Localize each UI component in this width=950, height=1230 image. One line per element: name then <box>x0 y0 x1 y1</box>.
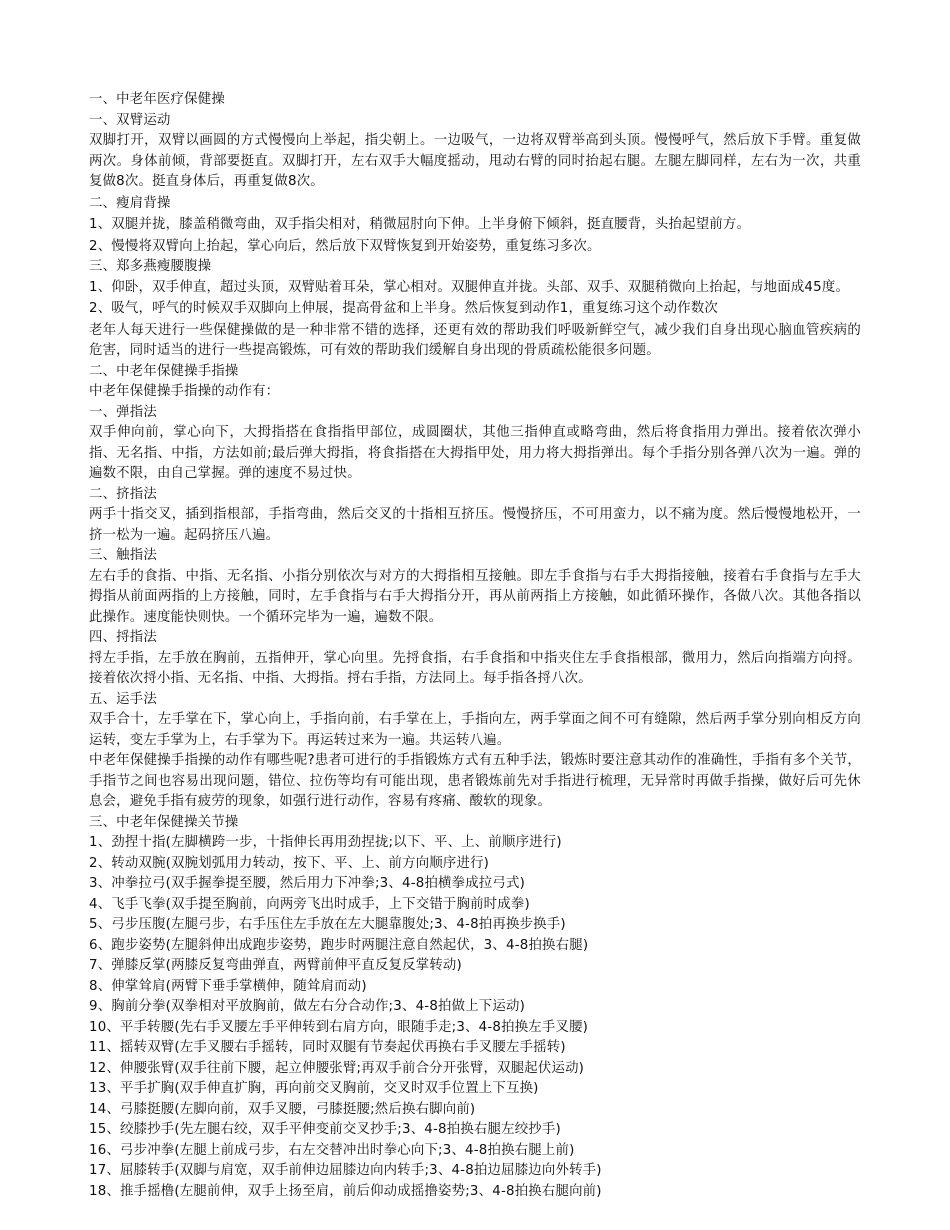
list-item: 4、飞手飞拳(双手提至胸前，向两旁飞出时成手，上下交错于胸前时成拳) <box>89 896 530 912</box>
list-item: 17、屈膝转手(双脚与肩宽，双手前伸边屈膝边向内转手;3、4-8拍边屈膝边向外转手) <box>89 1163 602 1178</box>
paragraph-waist-abdomen-1: 1、仰卧，双手伸直，超过头顶，双臂贴着耳朵，掌心相对。双腿伸直并拢。头部、双手、双腿稍微向上抬起，与地面成45度。 <box>89 279 850 295</box>
section-heading-waist-abdomen: 三、郑多燕瘦腰腹操 <box>89 259 212 274</box>
finger-paragraph-stroke: 捋左手指，左手放在胸前，五指伸开，掌心向里。先捋食指，右手食指和中指夹住左手食指根部，微用力，然后向指端方向捋。接着依次捋小指、无名指、中指、大拇指。捋右手指，方法同上。每手指各捋八次。 <box>89 650 861 686</box>
paragraph-shoulder-back-1: 1、双腿并拢，膝盖稍微弯曲，双手指尖相对，稍微屈肘向下伸。上半身俯下倾斜，挺直腰背，头抬起望前方。 <box>89 217 751 232</box>
list-item: 7、弹膝反掌(两膝反复弯曲弹直，两臂前伸平直反复反掌转动) <box>89 958 462 973</box>
list-item: 1、劲捏十指(左脚横跨一步，十指伸长再用劲捏拢;以下、平、上、前顺序进行) <box>89 835 562 850</box>
part-heading-joint-exercise: 三、中老年保健操关节操 <box>89 814 239 830</box>
list-item: 15、绞膝抄手(先左腿右绞，双手平伸变前交叉抄手;3、4-8拍换右腿左绞抄手) <box>89 1122 561 1137</box>
list-item: 3、冲拳拉弓(双手握拳提至腰，然后用力下冲拳;3、4-8拍横拳成拉弓式) <box>89 876 526 891</box>
paragraph-waist-abdomen-2: 2、吸气，呼气的时候双手双脚向上伸展，提高骨盆和上半身。然后恢复到动作1，重复练习这个动作数次 <box>89 301 719 316</box>
paragraph-shoulder-back-2: 2、慢慢将双臂向上抬起，掌心向后，然后放下双臂恢复到开始姿势，重复练习多次。 <box>89 238 601 254</box>
list-item: 10、平手转腰(先右手叉腰左手平伸转到右肩方向，眼随手走;3、4-8拍换左手叉腰) <box>89 1019 589 1035</box>
section-heading-shoulder-back: 二、瘦肩背操 <box>89 195 171 211</box>
list-item: 13、平手扩胸(双手伸直扩胸，再向前交叉胸前，交叉时双手位置上下互换) <box>89 1081 539 1096</box>
list-item: 2、转动双腕(双腕划弧用力转动，按下、平、上、前方向顺序进行) <box>89 855 490 871</box>
paragraph-arm-exercise: 双脚打开，双臂以画圆的方式慢慢向上举起，指尖朝上。一边吸气，一边将双臂举高到头顶。慢慢呼气，然后放下手臂。重复做两次。身体前倾，背部要挺直。双脚打开，左右双手大幅度摇动，甩动右臂的同时抬起右腿。左腿左脚同样，左右为一次，共重复做8次。挺直身体后，再重复做8次。 <box>89 133 861 189</box>
finger-heading-stroke: 四、捋指法 <box>89 630 157 645</box>
finger-summary-paragraph: 中老年保健操手指操的动作有哪些呢?患者可进行的手指锻炼方式有五种手法，锻炼时要注意其动作的准确性，手指有多个关节，手指节之间也容易出现问题，错位、拉伤等均有可能出现，患者锻炼前先对手指进行梳理，无异常时再做手指操，做好后可先休息会，避免手指有疲劳的现象，如强行进行动作，容易有疼痛、酸软的现象。 <box>89 753 861 809</box>
finger-heading-flick: 一、弹指法 <box>89 404 157 420</box>
finger-paragraph-rotate: 双手合十，左手掌在下，掌心向上，手指向前，右手掌在上，手指向左，两手掌面之间不可有缝隙，然后两手掌分别向相反方向运转，变左手掌为上，右手掌为下。再运转过来为一遍。共运转八遍。 <box>89 712 861 748</box>
part-heading-finger-exercise: 二、中老年保健操手指操 <box>89 363 239 379</box>
list-item: 6、跑步姿势(左腿斜伸出成跑步姿势，跑步时两腿注意自然起伏，3、4-8拍换右腿) <box>89 937 589 953</box>
section-heading-arm-exercise: 一、双臂运动 <box>89 112 171 128</box>
finger-heading-rotate: 五、运手法 <box>89 691 157 707</box>
list-item: 9、胸前分拳(双拳相对平放胸前，做左右分合动作;3、4-8拍做上下运动) <box>89 999 526 1014</box>
finger-exercise-intro: 中老年保健操手指操的动作有： <box>89 384 280 399</box>
list-item: 5、弓步压腹(左腿弓步，右手压住左手放在左大腿靠腹处;3、4-8拍再换步换手) <box>89 917 566 932</box>
list-item: 11、摇转双臂(左手叉腰右手摇转，同时双腿有节奏起伏再换右手叉腰左手摇转) <box>89 1040 566 1055</box>
finger-heading-touch: 三、触指法 <box>89 548 157 563</box>
list-item: 14、弓膝挺腰(左脚向前，双手叉腰，弓膝挺腰;然后换右脚向前) <box>89 1101 476 1117</box>
list-item: 8、伸掌耸肩(两臂下垂手掌横伸，随耸肩而动) <box>89 978 367 994</box>
document-title: 一、中老年医疗保健操 <box>89 92 225 107</box>
paragraph-elderly-benefit: 老年人每天进行一些保健操做的是一种非常不错的选择，还更有效的帮助我们呼吸新鲜空气，减少我们自身出现心脑血管疾病的危害，同时适当的进行一些提高锻炼，可有效的帮助我们缓解自身出现的骨质疏松能很多问题。 <box>89 322 861 358</box>
finger-heading-squeeze: 二、挤指法 <box>89 486 157 502</box>
joint-exercise-list <box>89 833 861 1202</box>
list-item: 12、伸腰张臂(双手往前下腰，起立伸腰张臂;再双手前合分开张臂，双腿起伏运动) <box>89 1060 585 1076</box>
finger-paragraph-touch: 左右手的食指、中指、无名指、小指分别依次与对方的大拇指相互接触。即左手食指与右手大拇指接触，接着右手食指与左手大拇指从前面两指的上方接触，同时，左手食指与右手大拇指分开，再从前两指上方接触，如此循环操作，各做八次。其他各指以此操作。速度能快则快。一个循环完毕为一遍，遍数不限。 <box>89 568 861 625</box>
list-item: 18、推手摇橹(左腿前伸，双手上扬至肩，前后仰动成摇撸姿势;3、4-8拍换右腿向前) <box>89 1183 602 1199</box>
finger-paragraph-squeeze: 两手十指交叉，插到指根部，手指弯曲，然后交叉的十指相互挤压。慢慢挤压，不可用蛮力，以不痛为度。然后慢慢地松开，一挤一松为一遍。起码挤压八遍。 <box>89 507 861 543</box>
finger-paragraph-flick: 双手伸向前，掌心向下，大拇指搭在食指指甲部位，成圆圈状，其他三指伸直或略弯曲，然后将食指用力弹出。接着依次弹小指、无名指、中指，方法如前;最后弹大拇指，将食指搭在大拇指甲处，用力将大拇指弹出。每个手指分别各弹八次为一遍。弹的遍数不限，由自己掌握。弹的速度不易过快。 <box>89 425 861 481</box>
list-item: 16、弓步冲拳(左腿上前成弓步，右左交替冲出时拳心向下;3、4-8拍换右腿上前) <box>89 1142 575 1158</box>
document-page <box>89 90 861 1202</box>
